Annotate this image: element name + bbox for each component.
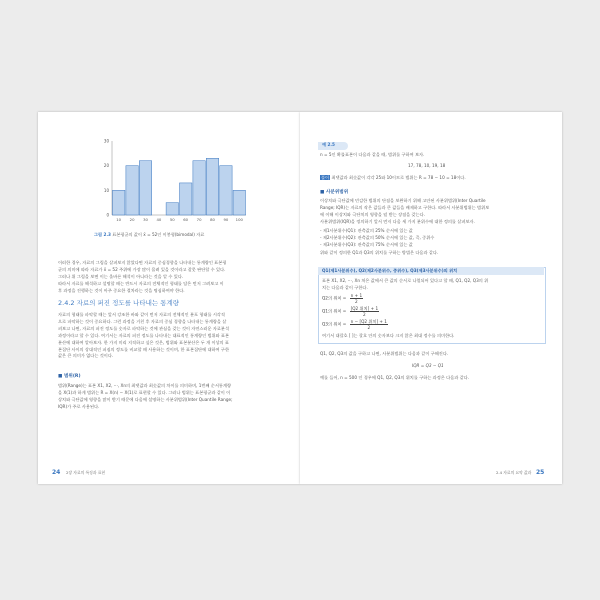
paragraph-line: 상치와 극단값에 영향을 많이 받기 때문에 다음에 설명하는 사분위범위(Inter Quantile Range; [58, 396, 233, 402]
paragraph-line: 펴보고 나면, 자료의 퍼진 정도를 숫자로 파악하는 것에 관심을 갖는 것이 자연스러운 자료분석 [58, 325, 230, 331]
section-paragraph [58, 312, 286, 360]
iqr-formula: IQR = Q3 − Q1 [412, 363, 444, 368]
formula-q1-denominator: 2 [363, 312, 366, 317]
histogram-bar [126, 166, 138, 215]
footer-right: 2.4 자료의 요약 값과 [496, 470, 532, 475]
x-tick-label: 100 [235, 217, 243, 222]
paragraph-line: IQR)가 주로 사용된다. [58, 403, 100, 409]
x-tick-label: 60 [183, 217, 189, 222]
formula-q2 [322, 293, 363, 304]
example-label: 예 2.5 [322, 142, 335, 147]
range-heading: ■ 범위(R) [58, 374, 81, 379]
histogram-bar [180, 183, 192, 215]
paragraph-line: 분산에 대하여 알아보자. 한 가지 미리 지적하고 싶은 것은, 범위와 표본분산은 두 개 이상의 표 [58, 339, 229, 345]
paragraph-line: 으로 파악하는 것이 중요하다. 그런 과정을 거친 후 자료의 중심 경향을 나타내는 통계량을 살 [58, 318, 227, 324]
example-data: 17, 78, 10, 19, 18 [408, 163, 446, 168]
quartile-box-title: Q1(제1사분위수), Q2(제2사분위수, 중위수), Q3(제3사분위수)의 위치 [322, 268, 458, 273]
paragraph-line: 본집단 사이의 상대적인 퍼짐의 정도를 비교할 때 사용하는 것이며, 한 표본집단에 대하여 구한 [58, 346, 230, 352]
paragraph-line: 후 과정을 진행하는 것이 아주 중요한 절차라는 것을 명심하여야 한다. [58, 287, 185, 293]
page-number-left: 24 [52, 469, 61, 476]
left-page [38, 112, 300, 484]
formula-q1-label: Q1의 위치 = [322, 308, 347, 314]
solution-label: 풀이 [321, 175, 330, 180]
formula-q1 [322, 306, 379, 317]
y-tick-label: 30 [103, 138, 109, 144]
paragraph-line: 사분위범위(IQR)을 정의하기 앞서 먼저 다음 세 가지 분위수에 대한 정의를 살펴보자. [320, 218, 475, 224]
y-tick-label: 0 [106, 212, 109, 218]
histogram-bar [166, 203, 178, 215]
figure-caption-text: 표본평균의 값이 x̄ = 52인 이봉형(bimodal) 자료 [112, 232, 205, 237]
formula-q3-denominator: 2 [367, 325, 371, 330]
list-item: - 제1사분위수(Q1): 관측값의 25% 순서에 있는 값 [320, 228, 413, 233]
paragraph-line: 표본 X1, X2, ···, Xn 처은 값에서 큰 값의 순서로 나열되어 있다고 할 때, Q1, Q2, Q3의 위 [322, 278, 489, 283]
example-line: 예를 들어, n = 500 인 경우에 Q1, Q2, Q3의 위치를 구하는 과정은 다음과 같다. [320, 375, 470, 380]
figure-caption-label: 그림 2.3 [94, 232, 111, 237]
paragraph-line: 과정이라고 할 수 있다. 여기서는 자료의 퍼진 정도를 나타내는 대표적인 통계량인 범위와 표본 [58, 332, 230, 338]
list-item: - 제2사분위수(Q2): 관측값의 50% 순서에 있는 값, 즉, 중위수 [320, 234, 435, 240]
formula-q2-fraction [350, 293, 364, 304]
x-tick-label: 70 [196, 217, 202, 222]
quartile-definition-list [320, 228, 552, 249]
iqr-paragraph [320, 198, 552, 226]
paragraph-line: 그러나 위 그림을 보면 이는 올바른 해석이 아니라는 것을 알 수 있다. [58, 273, 184, 279]
x-tick-label: 40 [156, 217, 162, 222]
y-tick-label: 20 [103, 163, 109, 169]
after-box-text: Q1, Q2, Q3의 값을 구하고 나면, 사분위범위는 다음과 같이 구해진다. [320, 351, 449, 356]
section-title: 2.4.2 자료의 퍼진 정도를 나타내는 통계량 [58, 299, 180, 307]
iqr-heading: ■ 사분위범위 [320, 190, 349, 195]
page-number-right: 25 [536, 469, 545, 476]
figure-caption [94, 232, 204, 239]
example-question: n = 5인 확률표본이 다음과 같을 때, 범위를 구하여 보자. [320, 152, 425, 157]
right-page [300, 112, 562, 484]
paragraph-line: 따라서 자료를 해석하고 설명할 때는 반드시 자료의 전체적인 형태를 담은 먼저 그려보고 이 [58, 280, 224, 286]
y-tick-label: 10 [103, 187, 109, 193]
formula-q1-fraction [350, 306, 379, 317]
paragraph-line: Range; IQR)는 자료의 작은 값들과 큰 값들을 배제하고 구한다. 따라서 사분위범위는 범위보 [320, 204, 490, 210]
histogram-bar [193, 161, 205, 215]
list-item: - 제3사분위수(Q3): 관측값의 75% 순서에 있는 값 [320, 241, 413, 247]
paragraph-line: 자료의 형태를 파악할 때는 앞서 강조한 바와 같이 먼저 자료의 전체적인 분포 형태를 시각적 [58, 312, 225, 317]
example-solution [320, 175, 466, 182]
x-tick-label: 80 [210, 217, 215, 222]
formula-q3-numerator: n − [Q2 위치] + 1 [350, 319, 387, 324]
x-tick-label: 10 [116, 217, 122, 222]
paragraph-line: 균의 의미에 따라 자료가 x̄ = 52 주위에 가장 많이 몰려 있을 것이라고 잘못 판단할 수 있다. [58, 266, 226, 272]
x-tick-label: 50 [169, 217, 175, 222]
x-tick-label: 20 [129, 217, 135, 222]
quartile-box-note: 여기서 대괄호 [ ]는 괄호 안의 숫자보다 크지 않은 최대 정수를 의미한다. [322, 333, 455, 338]
formula-q3 [322, 319, 388, 330]
range-paragraph [58, 383, 286, 411]
paragraph-line: 에 이해 이상치와 극단치의 영향을 덜 받는 장점을 갖는다. [320, 211, 426, 217]
histogram-bar [206, 158, 218, 215]
paragraph-line: 이러한 경우, 자료의 그림을 살펴보지 않았다면 자료의 중심경향을 나타내는 통계량인 표본평 [58, 260, 227, 265]
paragraph-line: 범위(Range)는 표본 X1, X2, ···, Xn의 최댓값과 최솟값의 차이를 의미하며, 1번째 순서통계량 [58, 383, 232, 388]
histogram-bar [139, 161, 151, 215]
x-tick-label: 90 [223, 217, 229, 222]
paragraph-line: 이상치와 극단값에 민감한 범위의 단점을 보완하기 위해 고안된 사분위범위(Inter Quartile [320, 198, 486, 203]
intro-paragraph [58, 260, 286, 295]
formula-q3-fraction [350, 319, 388, 330]
x-tick-label: 30 [143, 217, 148, 222]
solution-text: 최댓값과 최솟값이 각각 25와 10이므로 범위는 R = 78 − 10 = 18이다. [331, 175, 466, 180]
quartile-box-text [322, 278, 542, 292]
paragraph-line: 을 X(1)과 하게 범위는 R = X(n) − X(1)로 표현할 수 있다. 그러나 범위는 표본평균과 같이 이 [58, 389, 231, 395]
quartile-note: 위와 같이 정의한 Q1과 Q3의 위치를 구하는 방법은 다음과 같다. [320, 250, 439, 255]
paragraph-line: 값은 큰 의미가 없다는 것이다. [58, 353, 114, 359]
histogram-bar [220, 166, 232, 215]
histogram-bar [233, 190, 245, 215]
bimodal-histogram [94, 137, 254, 229]
formula-q3-label: Q3의 위치 = [322, 321, 347, 327]
formula-q2-label: Q2의 위치 = [322, 295, 347, 301]
paragraph-line: 치는 다음과 같이 구한다. [322, 284, 368, 290]
formula-q2-denominator: 2 [355, 299, 358, 304]
footer-left: 2장 자료의 특징과 표현 [66, 470, 106, 475]
formula-q2-numerator: n + 1 [350, 293, 363, 298]
histogram-bar [113, 190, 125, 215]
formula-q1-numerator: [Q2 위치] + 1 [350, 306, 379, 311]
